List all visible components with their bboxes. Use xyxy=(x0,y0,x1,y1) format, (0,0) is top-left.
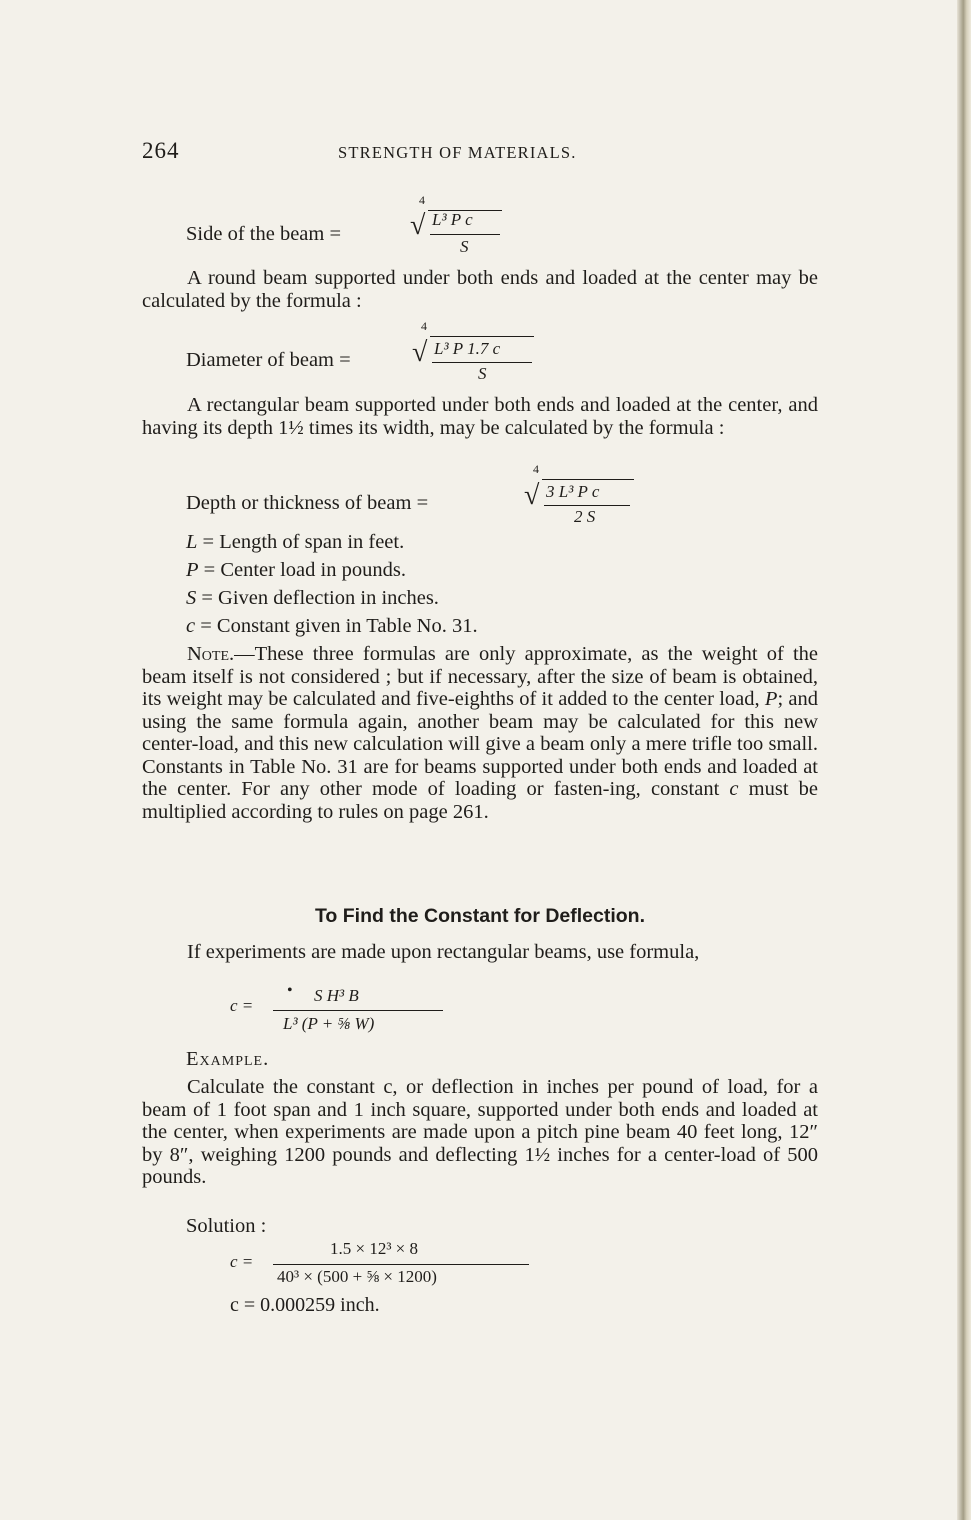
definition-text: = Length of span in feet. xyxy=(202,531,405,553)
note-paragraph xyxy=(142,643,818,823)
fraction-bar xyxy=(432,362,532,363)
fraction-numerator: 1.5 × 12³ × 8 xyxy=(330,1239,419,1258)
fraction-bar xyxy=(273,1010,443,1011)
radical-sign: √ xyxy=(524,480,540,511)
radical-sign: √ xyxy=(410,210,426,241)
fraction-denominator: S xyxy=(460,237,469,256)
paragraph-experiments: If experiments are made upon rectangular beams, use formula, xyxy=(187,941,700,963)
formula-label: Side of the beam = xyxy=(186,223,342,245)
definition-text: = Constant given in Table No. 31. xyxy=(200,615,478,637)
paragraph-round-beam: A round beam supported under both ends and loaded at the center may be calculated by the formula : xyxy=(142,267,818,312)
note-text-2: ; and using the same formula again, another beam may be calculated for this new center-load, and this new calculation will give a beam only a mere trifle too small. Constants in Table No. 31 are for beams supported under both ends and loaded at the center. For any other mode of loading or fasten-ing, constant xyxy=(142,688,819,800)
note-text: —These three formulas are only approximate, as the weight of the beam itself is not considered ; but if necessary, after the size of beam is obtained, its weight may be calculated and five-eighths of it added to the center load, xyxy=(142,643,818,710)
radical-bar xyxy=(430,336,534,337)
definition-text: = Center load in pounds. xyxy=(203,559,406,581)
definition-item xyxy=(186,615,478,638)
root-index: 4 xyxy=(419,193,425,207)
formula-dot: • xyxy=(287,982,293,999)
definition-symbol: P xyxy=(186,559,199,581)
note-symbol: P xyxy=(764,688,778,710)
running-title: STRENGTH OF MATERIALS. xyxy=(338,143,577,162)
definition-item xyxy=(186,559,406,582)
page-number: 264 xyxy=(142,138,180,163)
formula-lhs: c = xyxy=(230,996,254,1015)
note-symbol-2: c xyxy=(729,778,739,800)
note-text-3: must be multiplied according to rules on page 261. xyxy=(142,778,819,823)
fraction-numerator: L³ P c xyxy=(432,210,473,229)
page-header xyxy=(142,138,818,168)
solution-label: Solution : xyxy=(186,1215,267,1237)
radical-bar xyxy=(542,479,634,480)
paragraph-rectangular-beam: A rectangular beam supported under both ends and loaded at the center, and having its depth 1½ times its width, may be calculated by the formula : xyxy=(142,394,818,439)
fraction-denominator: S xyxy=(478,364,487,383)
radical-sign: √ xyxy=(412,337,428,368)
formula-label: Diameter of beam = xyxy=(186,349,351,371)
fraction-bar xyxy=(430,234,500,235)
fraction-numerator: L³ P 1.7 c xyxy=(434,339,501,358)
example-label: Example. xyxy=(186,1048,270,1070)
formula-lhs: c = xyxy=(230,1252,254,1271)
definition-symbol: L xyxy=(186,531,198,553)
result-line: c = 0.000259 inch. xyxy=(230,1294,380,1316)
fraction-bar xyxy=(273,1264,529,1265)
definition-symbol: c xyxy=(186,615,196,637)
formula-label: Depth or thickness of beam = xyxy=(186,492,429,514)
note-label: Note. xyxy=(187,643,235,665)
page-edge xyxy=(957,0,971,1520)
root-index: 4 xyxy=(533,462,539,476)
definition-item xyxy=(186,531,404,554)
example-paragraph: Calculate the constant c, or deflection in inches per pound of load, for a beam of 1 foot span and 1 inch square, supported under both ends and loaded at the center, when experiments are made upon a pitch pine beam 40 feet long, 12″ by 8″, weighing 1200 pounds and deflecting 1½ inches for a center-load of 500 pounds. xyxy=(142,1076,818,1188)
fraction-denominator: L³ (P + ⅝ W) xyxy=(283,1014,375,1033)
fraction-numerator: S H³ B xyxy=(314,986,359,1005)
section-heading: To Find the Constant for Deflection. xyxy=(314,905,646,927)
definition-item xyxy=(186,587,439,610)
definition-symbol: S xyxy=(186,587,197,609)
fraction-denominator: 2 S xyxy=(574,507,596,526)
fraction-denominator: 40³ × (500 + ⅝ × 1200) xyxy=(277,1267,437,1286)
root-index: 4 xyxy=(421,319,427,333)
fraction-bar xyxy=(544,505,630,506)
fraction-numerator: 3 L³ P c xyxy=(546,482,600,501)
definition-text: = Given deflection in inches. xyxy=(201,587,439,609)
